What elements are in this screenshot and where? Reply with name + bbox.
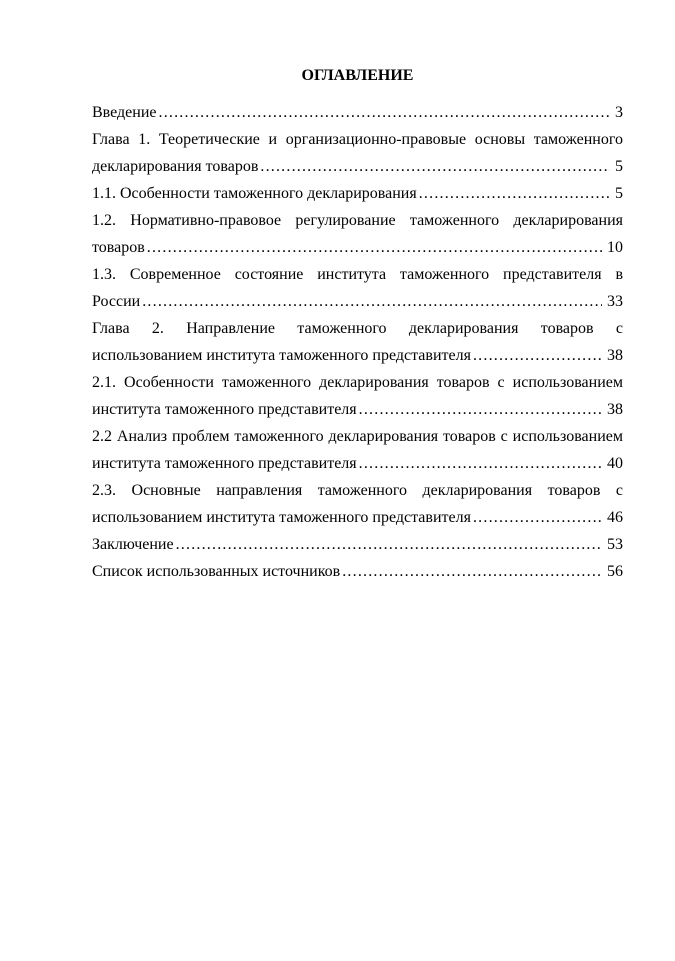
- dot-leader: [176, 531, 602, 558]
- toc-entry-introduction[interactable]: [92, 99, 623, 126]
- toc-entry-text: института таможенного представителя: [92, 455, 357, 472]
- dot-leader: [147, 234, 602, 261]
- toc-entry-1-2[interactable]: [92, 207, 623, 261]
- toc-entry-line: [92, 234, 623, 261]
- dot-leader: [359, 450, 602, 477]
- dot-leader: [473, 342, 602, 369]
- toc-entry-text: Глава 2. Направление таможенного декларирования товаров с: [92, 320, 623, 337]
- toc-page-number: 5: [615, 185, 623, 202]
- toc-entry-line: [92, 153, 623, 180]
- toc-page-number: 10: [607, 239, 623, 256]
- toc-entry-chapter-2[interactable]: [92, 315, 623, 369]
- toc-entry-2-3[interactable]: [92, 477, 623, 531]
- toc-page-number: 40: [607, 455, 623, 472]
- dot-leader: [142, 288, 602, 315]
- toc-entry-text: товаров: [92, 239, 145, 256]
- toc-entry-text: Глава 1. Теоретические и организационно-правовые основы таможенного: [92, 131, 623, 148]
- toc-entry-line: [92, 531, 623, 558]
- toc-page-number: 3: [615, 104, 623, 121]
- toc-entry-text: использованием института таможенного представителя: [92, 509, 471, 526]
- toc-entry-1-1[interactable]: [92, 180, 623, 207]
- toc-page-number: 38: [607, 347, 623, 364]
- toc-entry-text: 2.2 Анализ проблем таможенного декларирования товаров с использованием: [92, 428, 623, 445]
- toc-entry-line: [92, 558, 623, 585]
- toc-page-number: 33: [607, 293, 623, 310]
- toc-entry-line: [92, 180, 623, 207]
- toc-entry-text: Введение: [92, 104, 157, 121]
- table-of-contents: [92, 99, 623, 585]
- toc-page-number: 53: [607, 536, 623, 553]
- toc-entry-text: декларирования товаров: [92, 158, 259, 175]
- dot-leader: [419, 180, 610, 207]
- dot-leader: [159, 99, 611, 126]
- toc-entry-line: [92, 342, 623, 369]
- toc-entry-text: Заключение: [92, 536, 174, 553]
- toc-entry-text: использованием института таможенного представителя: [92, 347, 471, 364]
- toc-entry-text: 2.3. Основные направления таможенного декларирования товаров с: [92, 482, 623, 499]
- toc-entry-2-2[interactable]: [92, 423, 623, 477]
- toc-entry-line: [92, 504, 623, 531]
- toc-entry-chapter-1[interactable]: [92, 126, 623, 180]
- toc-entry-text: России: [92, 293, 141, 310]
- toc-entry-references[interactable]: [92, 558, 623, 585]
- toc-page-number: 46: [607, 509, 623, 526]
- toc-entry-text: 1.1. Особенности таможенного декларирования: [92, 185, 417, 202]
- toc-entry-conclusion[interactable]: [92, 531, 623, 558]
- toc-entry-line: [92, 396, 623, 423]
- dot-leader: [260, 153, 610, 180]
- toc-entry-text: 1.3. Современное состояние института таможенного представителя в: [92, 266, 623, 283]
- toc-page-number: 56: [607, 563, 623, 580]
- dot-leader: [342, 558, 602, 585]
- toc-entry-1-3[interactable]: [92, 261, 623, 315]
- toc-entry-text: 1.2. Нормативно-правовое регулирование таможенного декларирования: [92, 212, 623, 229]
- toc-entry-line: [92, 99, 623, 126]
- toc-entry-line: [92, 288, 623, 315]
- toc-entry-line: [92, 450, 623, 477]
- toc-title: ОГЛАВЛЕНИЕ: [301, 67, 414, 84]
- toc-entry-text: 2.1. Особенности таможенного декларирования товаров с использованием: [92, 374, 623, 391]
- toc-page-number: 5: [615, 158, 623, 175]
- dot-leader: [359, 396, 602, 423]
- toc-page-number: 38: [607, 401, 623, 418]
- toc-entry-text: института таможенного представителя: [92, 401, 357, 418]
- dot-leader: [473, 504, 602, 531]
- toc-entry-2-1[interactable]: [92, 369, 623, 423]
- toc-entry-text: Список использованных источников: [92, 563, 341, 580]
